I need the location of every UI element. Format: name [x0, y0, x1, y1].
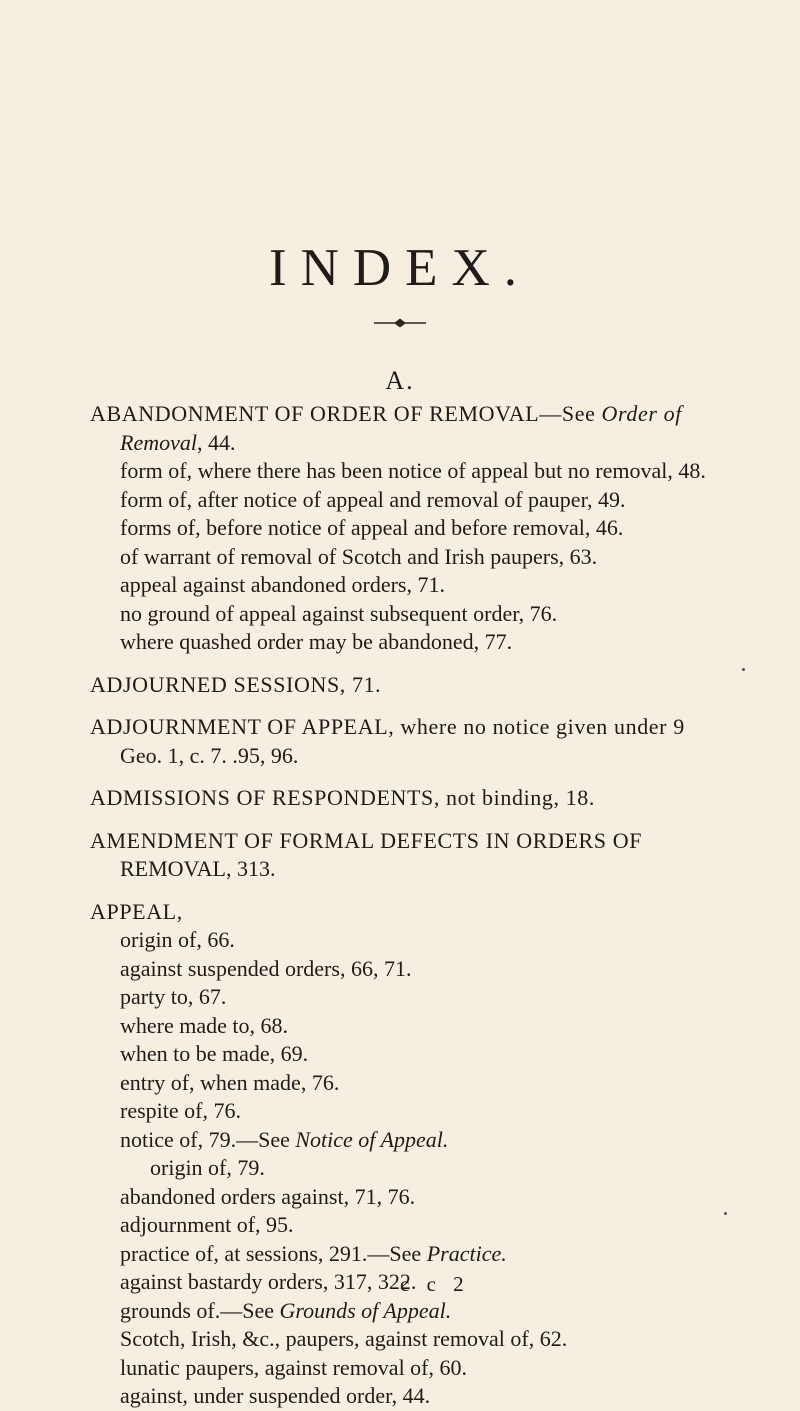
entry-text: Scotch, Irish, &c., paupers, against removal of, 62. [120, 1326, 568, 1351]
entry-text: origin of, 66. [120, 927, 235, 952]
entry-text: , 44. [196, 429, 236, 455]
index-subentry [90, 1154, 780, 1183]
index-heading [90, 898, 780, 927]
entry-text: against suspended orders, 66, 71. [120, 955, 412, 981]
entry-text: ADJOURNED SESSIONS, 71. [90, 671, 382, 697]
entry-text: form of, after notice of appeal and removal of pauper, 49. [120, 486, 626, 512]
index-subentry [90, 955, 780, 984]
index-subentry [90, 486, 780, 515]
index-heading [90, 671, 780, 700]
index-entries [90, 400, 780, 1411]
entry-text: no ground of appeal against subsequent order, 76. [120, 600, 558, 626]
signature-mark: c c 2 [400, 1272, 470, 1296]
entry-text: grounds of.—See [120, 1297, 280, 1323]
ornament-rule-icon [374, 318, 426, 328]
index-subentry [90, 1297, 780, 1326]
entry-text: against, under suspended order, 44. [120, 1383, 431, 1408]
entry-text: when to be made, 69. [120, 1041, 309, 1066]
index-subentry [90, 628, 780, 657]
cross-reference: Practice. [426, 1240, 507, 1266]
entry-text: origin of, 79. [150, 1155, 265, 1180]
index-subentry [90, 926, 780, 955]
cross-reference: Order of [601, 401, 682, 426]
entry-text: respite of, 76. [120, 1098, 241, 1123]
entry-text: ADMISSIONS OF RESPONDENTS, not binding, 18. [90, 785, 595, 810]
index-subentry [90, 600, 780, 629]
index-subentry [90, 1012, 780, 1041]
index-subentry [90, 1240, 780, 1269]
entry-text: appeal against abandoned orders, 71. [120, 572, 445, 597]
index-subentry [90, 1069, 780, 1098]
index-subentry [90, 429, 780, 458]
entry-text: Geo. 1, c. 7. .95, 96. [120, 742, 299, 768]
entry-text: ABANDONMENT OF ORDER OF REMOVAL—See [90, 401, 602, 426]
paper-speck [724, 1212, 727, 1215]
entry-text: lunatic paupers, against removal of, 60. [120, 1354, 468, 1380]
entry-text: AMENDMENT OF FORMAL DEFECTS IN ORDERS OF [90, 827, 643, 853]
index-subentry [90, 1382, 780, 1411]
entry-text: practice of, at sessions, 291.—See [120, 1240, 427, 1266]
entry-text: where quashed order may be abandoned, 77. [120, 629, 513, 654]
cross-reference: Removal [120, 429, 197, 455]
entry-text: entry of, when made, 76. [120, 1069, 340, 1095]
entry-text: against bastardy orders, 317, 322. [120, 1269, 417, 1294]
entry-text: adjournment of, 95. [120, 1212, 294, 1237]
index-heading [90, 784, 780, 813]
entry-text: form of, where there has been notice of appeal but no removal, 48. [120, 458, 706, 483]
entry-text: REMOVAL, 313. [120, 856, 276, 881]
section-letter: A. [385, 366, 415, 395]
index-heading [90, 400, 780, 429]
entry-text: party to, 67. [120, 984, 227, 1009]
cross-reference: Grounds of Appeal. [279, 1297, 452, 1323]
index-heading [90, 713, 780, 742]
index-heading [90, 827, 780, 856]
entry-text: of warrant of removal of Scotch and Irish paupers, 63. [120, 543, 598, 569]
index-subentry [90, 1040, 780, 1069]
index-subentry [90, 983, 780, 1012]
index-subentry [90, 1211, 780, 1240]
index-subentry [90, 1354, 780, 1383]
index-subentry [90, 543, 780, 572]
paper-speck [742, 668, 745, 671]
index-subentry [90, 855, 780, 884]
index-subentry [90, 742, 780, 771]
index-subentry [90, 1183, 780, 1212]
index-subentry [90, 1097, 780, 1126]
index-subentry [90, 457, 780, 486]
entry-text: ADJOURNMENT OF APPEAL, where no notice given under 9 [90, 714, 685, 739]
entry-text: where made to, 68. [120, 1012, 288, 1038]
index-subentry [90, 514, 780, 543]
page-title: INDEX. [268, 239, 532, 297]
entry-text: abandoned orders against, 71, 76. [120, 1183, 416, 1209]
index-subentry [90, 571, 780, 600]
index-subentry [90, 1325, 780, 1354]
index-subentry [90, 1126, 780, 1155]
cross-reference: Notice of Appeal. [295, 1126, 449, 1152]
entry-text: notice of, 79.—See [120, 1126, 296, 1152]
entry-text: APPEAL, [90, 898, 183, 924]
entry-text: forms of, before notice of appeal and before removal, 46. [120, 515, 624, 540]
